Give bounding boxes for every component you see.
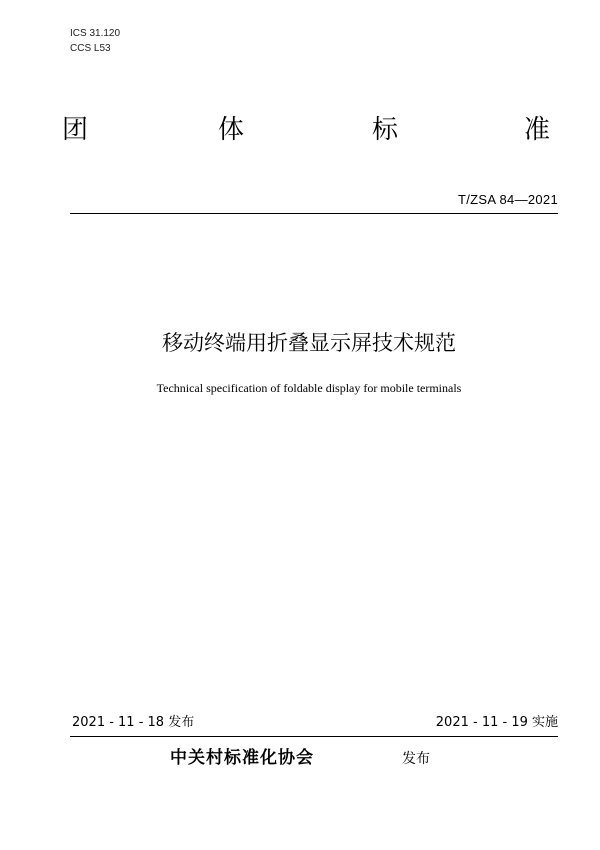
heading-char: 标 — [372, 115, 399, 145]
publisher-name: 中关村标准化协会 — [170, 748, 314, 768]
ics-code: ICS 31.120 — [70, 28, 121, 39]
group-standard-heading — [62, 112, 552, 152]
heading-char: 团 — [62, 115, 89, 145]
top-divider — [70, 213, 558, 214]
heading-char: 准 — [524, 115, 551, 145]
implement-date: 2021 - 11 - 19 实施 — [435, 715, 558, 730]
ccs-code: CCS L53 — [70, 43, 111, 54]
bottom-divider — [70, 736, 558, 737]
publish-date: 2021 - 11 - 18 发布 — [72, 715, 195, 730]
document-title-cn: 移动终端用折叠显示屏技术规范 — [162, 331, 456, 355]
publish-label: 发布 — [402, 751, 430, 767]
standard-number: T/ZSA 84—2021 — [457, 192, 558, 207]
heading-char: 体 — [218, 115, 245, 145]
document-title-en: Technical specification of foldable display for mobile terminals — [156, 381, 462, 395]
